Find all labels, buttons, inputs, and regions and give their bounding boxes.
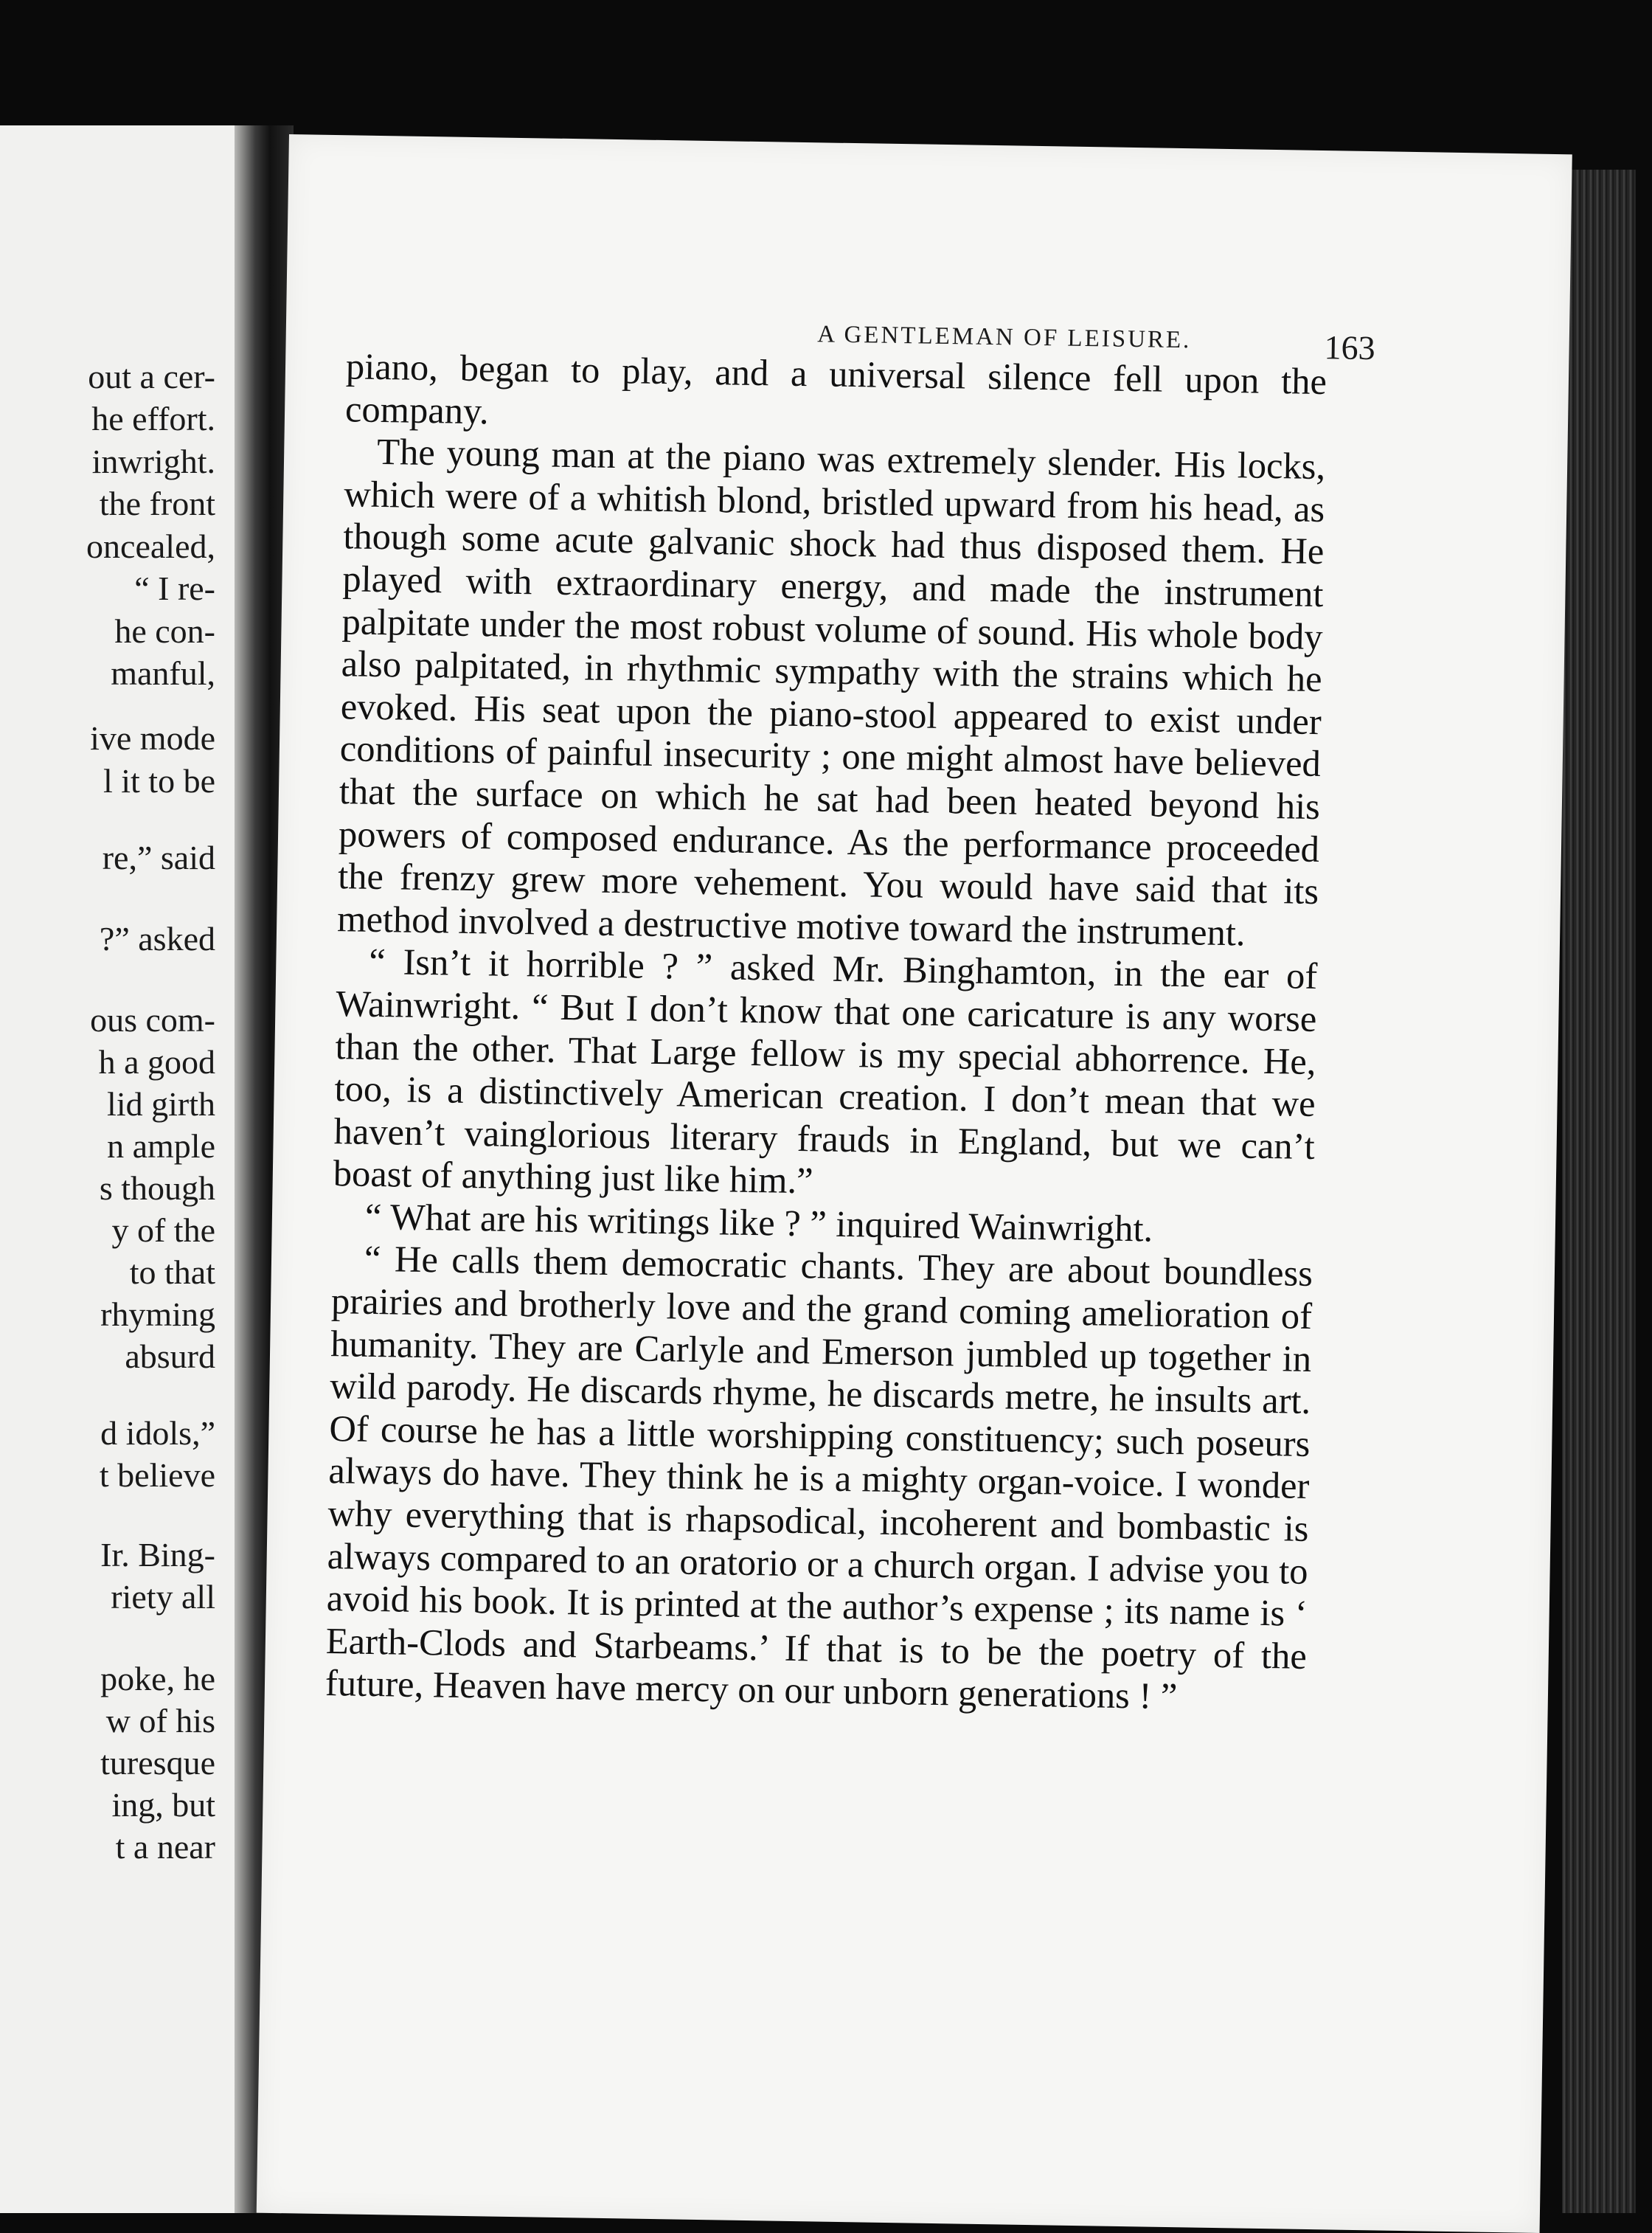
paragraph: “ Isn’t it horrible ? ” asked Mr. Binghamton, in the ear of Wainwright. “ But I don’t know that one caricature is any worse than the other. That Large fellow is my special abhorrence. He, too, is a distinctively American creation. I don’t mean that we haven’t vainglorious literary frauds in England, but we can’t boast of anything just like him.” — [333, 941, 1318, 1202]
left-page-line: he effort. — [91, 400, 215, 437]
left-page-line: “ I re- — [134, 569, 215, 607]
left-page-line: ive mode — [90, 719, 215, 757]
paragraph: piano, began to play, and a universal silence fell upon the company. — [344, 345, 1328, 432]
paragraph: “ He calls them democratic chants. They are about boundless prairies and brotherly love and the grand coming amelioration of humanity. They are Carlyle and Emerson jumbled up together in wild parody. He discards rhyme, he discards metre, he insults art. Of course he has a little worshipping constituency; such poseurs always do have. They think he is a mighty organ-voice. I wonder why everything that is rhapsodical, incoherent and bombastic is always compared to an oratorio or a church organ. I advise you to avoid his book. It is printed at the author’s expense ; its name is ‘ Earth-Clods and Starbeams.’ If that is to be the poetry of the future, Heaven have mercy on our unborn generations ! ” — [324, 1238, 1313, 1717]
left-page-line: Ir. Bing- — [100, 1536, 215, 1574]
left-page-line: ous com- — [90, 1001, 215, 1039]
left-page-line: oncealed, — [86, 527, 215, 565]
left-page-line: s though — [99, 1169, 215, 1207]
left-page-line: he con- — [114, 612, 215, 650]
left-page-line: lid girth — [107, 1085, 215, 1123]
left-page-line: inwright. — [91, 443, 215, 480]
page-edges — [1562, 170, 1636, 2213]
paragraph: “ What are his writings like ? ” inquired Wainwright. — [364, 1195, 1153, 1250]
left-page-line: n ample — [107, 1127, 215, 1165]
left-page-line: absurd — [125, 1337, 215, 1375]
left-page-line: turesque — [100, 1744, 215, 1782]
left-page-line: the front — [99, 485, 215, 522]
left-page-line: to that — [129, 1253, 215, 1291]
left-page-line: re,” said — [102, 839, 215, 876]
page-body — [325, 345, 1328, 1720]
left-page-line: rhyming — [100, 1295, 215, 1333]
right-page — [257, 134, 1572, 2233]
left-page-line: ?” asked — [99, 920, 215, 958]
left-page-line: manful, — [111, 654, 215, 692]
left-page-line: h a good — [98, 1043, 215, 1081]
paragraph: The young man at the piano was extremely slender. His locks, which were of a whitish blond, bristled upward from his head, as though some acute galvanic shock had thus disposed them. He played with extraordinary energy, and made the instrument palpitate under the most robust volume of sound. His whole body also palpitated, in rhythmic sympathy with the strains which he evoked. His seat upon the piano-stool appeared to exist under conditions of painful insecurity ; one might almost have believed that the surface on which he sat had been heated beyond his powers of composed endurance. As the performance proceeded the frenzy grew more vehement. You would have said that its method involved a destructive motive toward the instrument. — [336, 431, 1326, 954]
left-page-line: out a cer- — [88, 358, 215, 395]
running-head: A GENTLEMAN OF LEISURE. — [816, 321, 1192, 354]
left-page — [0, 125, 235, 2213]
left-page-line: t believe — [99, 1456, 215, 1494]
left-page-line: riety all — [111, 1578, 215, 1616]
left-page-line: w of his — [105, 1702, 215, 1739]
left-page-line: ing, but — [111, 1786, 215, 1824]
left-page-line: poke, he — [100, 1660, 215, 1697]
left-page-line: d idols,” — [100, 1414, 215, 1452]
left-page-line: y of the — [111, 1211, 215, 1249]
left-page-line: t a near — [115, 1828, 215, 1866]
left-page-line: l it to be — [103, 762, 215, 800]
page-number: 163 — [1324, 328, 1376, 367]
